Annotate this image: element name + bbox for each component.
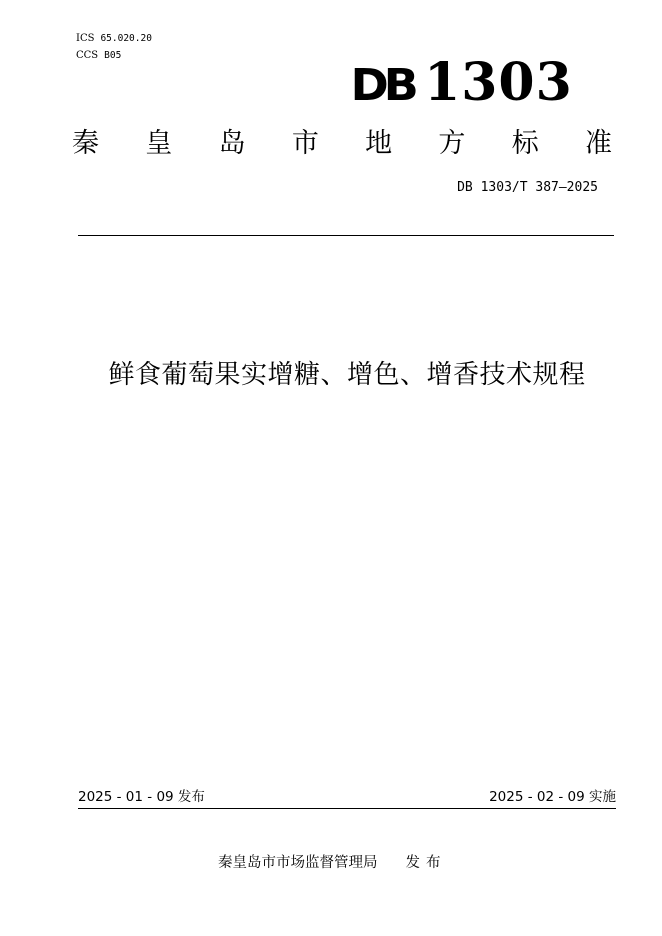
standard-kind-char: 岛 bbox=[218, 128, 246, 159]
standard-kind-char: 方 bbox=[438, 128, 466, 159]
db-logo-letters: DB bbox=[350, 60, 414, 111]
db-logo bbox=[350, 52, 573, 113]
document-title: 鲜食葡萄果实增糖、增色、增香技术规程 bbox=[108, 360, 586, 390]
standard-kind-char: 市 bbox=[291, 128, 319, 159]
ccs-label: CCS bbox=[76, 50, 99, 61]
standard-kind-heading bbox=[72, 124, 612, 164]
ics-line bbox=[76, 33, 152, 45]
issue-word: 发布 bbox=[405, 855, 447, 871]
implement-date: 2025 - 02 - 09 实施 bbox=[489, 789, 616, 805]
issuer-name: 秦皇岛市市场监督管理局 bbox=[218, 855, 378, 871]
standard-kind-char: 秦 bbox=[72, 128, 99, 159]
standard-kind-char: 地 bbox=[365, 128, 393, 159]
standard-kind-char: 标 bbox=[511, 128, 539, 159]
ccs-code: B05 bbox=[104, 50, 122, 61]
footer-divider bbox=[78, 808, 616, 809]
standard-number: DB 1303/T 387—2025 bbox=[457, 180, 598, 195]
ccs-line bbox=[76, 50, 121, 62]
issuer-line bbox=[218, 853, 447, 873]
ics-label: ICS bbox=[76, 33, 95, 44]
publish-date: 2025 - 01 - 09 发布 bbox=[78, 789, 205, 805]
standard-kind-char: 准 bbox=[584, 128, 612, 159]
standard-kind-char: 皇 bbox=[145, 128, 173, 159]
db-logo-number: 1303 bbox=[424, 52, 573, 113]
header-divider bbox=[78, 235, 614, 236]
ics-code: 65.020.20 bbox=[100, 33, 152, 44]
